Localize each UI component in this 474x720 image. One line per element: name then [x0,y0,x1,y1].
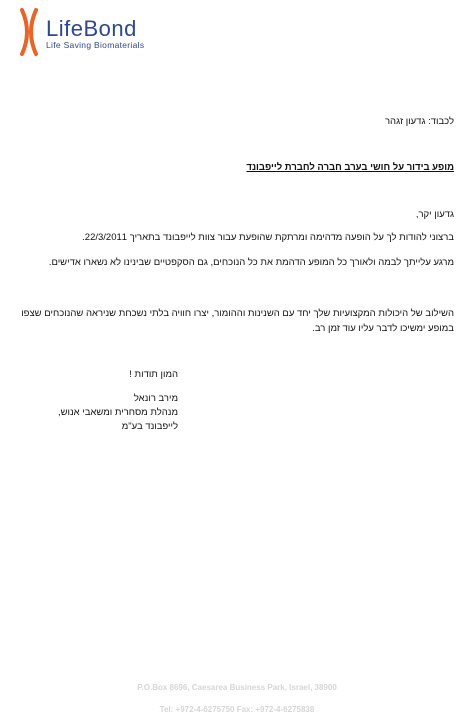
recipient-line: לכבוד: גדעון זגהר [384,116,454,127]
signature-title: מנהלת מסחרית ומשאבי אנוש, [57,407,178,418]
lifebond-mark-icon [18,8,44,56]
signature-company: לייפבונד בע"מ [121,421,178,432]
paragraph-3: השילוב של היכולות המקצועיות שלך יחד עם השנינות וההומור, יצרו חוויה בלתי נשכחת שניראה שהנוכחים שצפו במופע ימשיכו לדבר עליו עוד זמן רב. [21,308,454,334]
paragraph-1: ברצוני להודות לך על הופעה מדהימה ומרתקת שהופעת עבור צוות לייפבונד בתאריך 22/3/2011. [82,232,454,243]
logo-tagline: Life Saving Biomaterials [46,40,145,50]
paragraph-2: מרגע עלייתך לבמה ולאורך כל המופע הדהמת את כל הנוכחים, גם הסקפטיים שבינינו לא נשארו אדישים. [48,257,454,268]
greeting: גדעון יקר, [415,209,454,220]
footer-contact: Tel: +972-4-6275750 Fax: +972-4-6275838 [159,705,315,714]
footer-address: P.O.Box 8696, Caesarea Business Park, Israel, 38900 [137,683,337,692]
thanks-line: המון תודות ! [129,369,178,380]
company-logo [18,8,178,56]
letter-subject: מופע בידור על חושי בערב חברה לחברת לייפבונד [246,162,454,173]
logo-name: LifeBond [46,16,137,41]
signature-name: מירב רונאל [133,393,178,404]
